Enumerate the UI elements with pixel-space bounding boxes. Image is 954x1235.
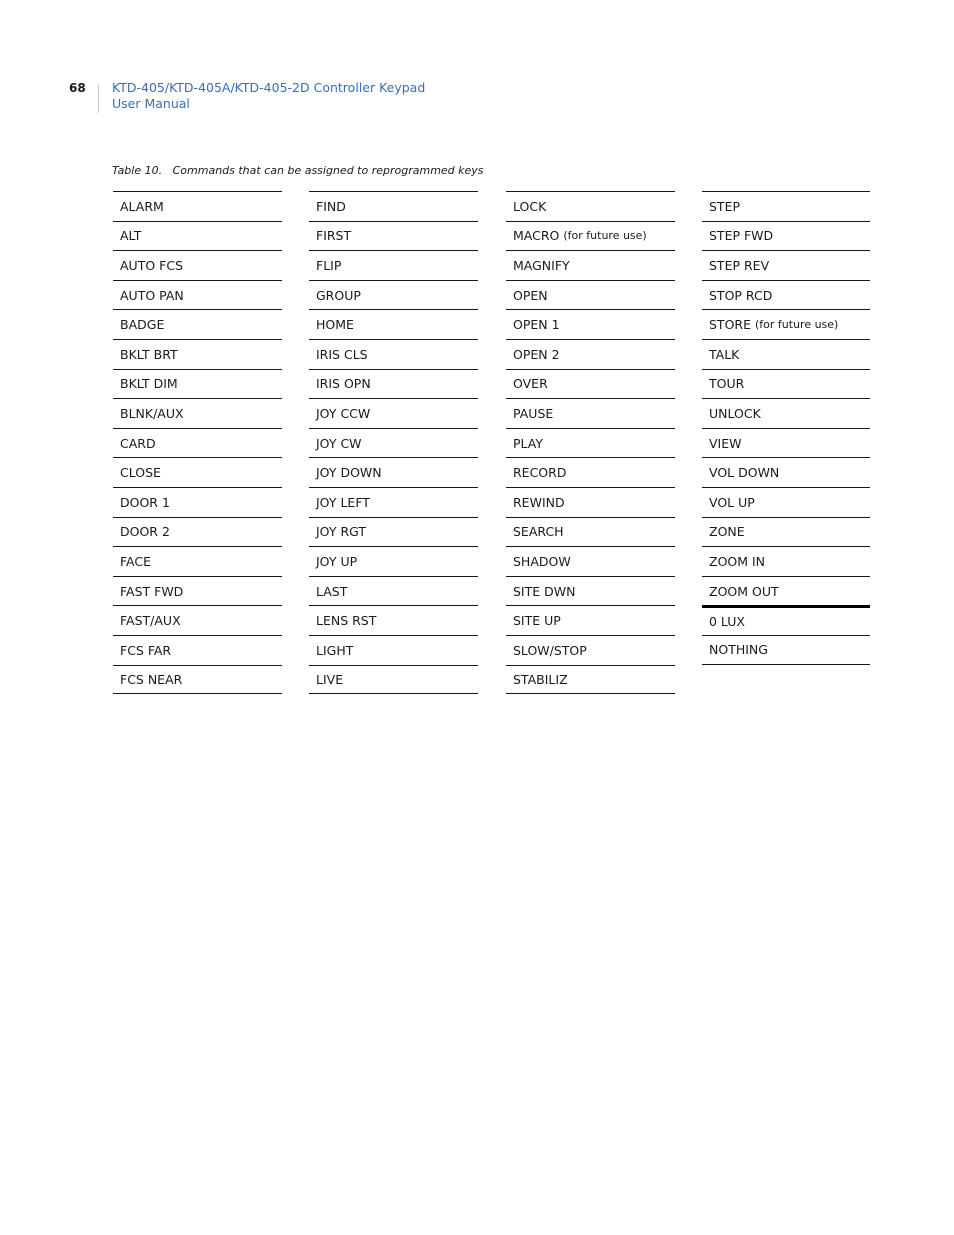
command-label: CLOSE: [120, 465, 161, 481]
command-label: JOY DOWN: [316, 465, 382, 481]
command-label: FACE: [120, 553, 151, 569]
command-cell: [506, 576, 675, 606]
command-cell: [506, 191, 675, 221]
command-label: PLAY: [513, 435, 544, 451]
command-cell: [113, 280, 282, 310]
command-cell: [702, 487, 870, 517]
document-title: [112, 80, 425, 112]
command-cell: [309, 221, 478, 251]
command-label: FIRST: [316, 228, 352, 244]
command-label: LOCK: [513, 198, 547, 214]
table-caption: [112, 164, 484, 177]
command-cell: [702, 605, 870, 635]
command-label: CARD: [120, 435, 156, 451]
command-cell: [702, 250, 870, 280]
command-cell: [113, 517, 282, 547]
command-label: BLNK/AUX: [120, 405, 184, 421]
command-label: AUTO FCS: [120, 257, 184, 273]
command-cell: [506, 665, 675, 695]
command-label: ALT: [120, 228, 142, 244]
command-cell: [506, 280, 675, 310]
command-cell: [113, 309, 282, 339]
command-cell: [113, 191, 282, 221]
command-cell: [309, 369, 478, 399]
command-label: OPEN: [513, 287, 548, 303]
command-label: VIEW: [709, 435, 742, 451]
command-label: TALK: [709, 346, 740, 362]
command-cell: [309, 635, 478, 665]
command-cell: [702, 339, 870, 369]
command-label: FAST FWD: [120, 583, 184, 599]
command-label: LIVE: [316, 671, 344, 687]
command-label: HOME: [316, 317, 354, 333]
command-cell: [702, 428, 870, 458]
command-column-3: [506, 191, 675, 694]
command-label: JOY LEFT: [316, 494, 370, 510]
command-cell: [309, 605, 478, 635]
command-label: FCS NEAR: [120, 671, 183, 687]
command-cell: [506, 487, 675, 517]
command-cell: [506, 221, 675, 251]
command-cell: [702, 221, 870, 251]
command-label: GROUP: [316, 287, 361, 303]
command-cell: [702, 517, 870, 547]
command-label: STEP FWD: [709, 228, 774, 244]
command-label: JOY UP: [316, 553, 358, 569]
command-label: UNLOCK: [709, 405, 761, 421]
command-label: MACRO: [513, 228, 560, 244]
command-note: (for future use): [755, 318, 839, 332]
command-label: LAST: [316, 583, 348, 599]
command-label: LIGHT: [316, 642, 354, 658]
command-column-4: [702, 191, 870, 665]
command-label: JOY CW: [316, 435, 362, 451]
command-label: BKLT DIM: [120, 376, 178, 392]
command-label: SITE DWN: [513, 583, 576, 599]
command-label: STOP RCD: [709, 287, 773, 303]
command-label: 0 LUX: [709, 614, 745, 630]
command-label: BADGE: [120, 317, 165, 333]
command-cell: [309, 339, 478, 369]
command-cell: [309, 576, 478, 606]
command-cell: [506, 428, 675, 458]
command-label: ZONE: [709, 524, 745, 540]
page-header: [0, 80, 954, 120]
command-cell: [702, 280, 870, 310]
command-cell: [113, 339, 282, 369]
command-cell: [113, 605, 282, 635]
command-column-2: [309, 191, 478, 694]
command-cell: [506, 250, 675, 280]
command-cell: [113, 369, 282, 399]
command-cell: [702, 191, 870, 221]
command-cell: [113, 576, 282, 606]
command-label: ZOOM OUT: [709, 583, 779, 599]
command-cell: [309, 309, 478, 339]
command-label: VOL UP: [709, 494, 755, 510]
command-label: FLIP: [316, 257, 342, 273]
command-label: STEP: [709, 198, 741, 214]
command-cell: [113, 635, 282, 665]
command-cell: [506, 517, 675, 547]
command-label: ZOOM IN: [709, 553, 766, 569]
command-cell: [702, 576, 870, 606]
command-cell: [309, 546, 478, 576]
command-label: FAST/AUX: [120, 613, 181, 629]
command-cell: [113, 487, 282, 517]
command-label: OVER: [513, 376, 548, 392]
command-cell: [702, 635, 870, 665]
command-cell: [506, 605, 675, 635]
document-title-line-2: User Manual: [112, 96, 190, 111]
command-label: ALARM: [120, 198, 164, 214]
command-label: STABILIZ: [513, 671, 568, 687]
command-label: OPEN 2: [513, 346, 560, 362]
table-caption-text: Commands that can be assigned to reprogrammed keys: [172, 164, 484, 177]
command-cell: [506, 339, 675, 369]
command-cell: [113, 546, 282, 576]
command-cell: [506, 635, 675, 665]
command-label: DOOR 1: [120, 494, 170, 510]
command-label: SEARCH: [513, 524, 564, 540]
command-cell: [309, 398, 478, 428]
command-label: IRIS CLS: [316, 346, 368, 362]
command-cell: [702, 398, 870, 428]
command-label: REWIND: [513, 494, 565, 510]
page-number: 68: [69, 81, 86, 95]
command-label: JOY CCW: [316, 405, 371, 421]
command-label: FCS FAR: [120, 642, 172, 658]
command-label: PAUSE: [513, 405, 554, 421]
command-cell: [506, 309, 675, 339]
command-cell: [309, 280, 478, 310]
command-cell: [309, 487, 478, 517]
command-label: IRIS OPN: [316, 376, 371, 392]
command-label: JOY RGT: [316, 524, 367, 540]
command-cell: [506, 457, 675, 487]
document-title-line-1: KTD-405/KTD-405A/KTD-405-2D Controller Keypad: [112, 80, 426, 95]
command-label: TOUR: [709, 376, 745, 392]
command-label: VOL DOWN: [709, 465, 780, 481]
command-cell: [113, 250, 282, 280]
command-cell: [309, 665, 478, 695]
command-cell: [506, 369, 675, 399]
command-label: STORE: [709, 317, 751, 333]
command-cell: [506, 546, 675, 576]
command-cell: [113, 665, 282, 695]
command-label: SLOW/STOP: [513, 642, 587, 658]
command-cell: [702, 546, 870, 576]
command-label: FIND: [316, 198, 346, 214]
command-label: DOOR 2: [120, 524, 170, 540]
command-cell: [113, 457, 282, 487]
command-cell: [309, 250, 478, 280]
command-column-1: [113, 191, 282, 694]
command-label: NOTHING: [709, 642, 768, 658]
command-cell: [702, 457, 870, 487]
command-cell: [113, 398, 282, 428]
command-note: (for future use): [563, 229, 647, 243]
command-label: SHADOW: [513, 553, 571, 569]
command-cell: [113, 221, 282, 251]
command-label: AUTO PAN: [120, 287, 184, 303]
command-cell: [506, 398, 675, 428]
command-label: BKLT BRT: [120, 346, 178, 362]
command-cell: [702, 369, 870, 399]
command-label: MAGNIFY: [513, 257, 570, 273]
table-caption-label: Table 10.: [112, 164, 163, 177]
command-cell: [309, 517, 478, 547]
command-cell: [702, 309, 870, 339]
header-divider: [98, 84, 99, 113]
command-cell: [309, 191, 478, 221]
command-cell: [309, 428, 478, 458]
command-label: RECORD: [513, 465, 567, 481]
command-cell: [309, 457, 478, 487]
command-label: STEP REV: [709, 257, 770, 273]
command-label: LENS RST: [316, 613, 377, 629]
command-label: OPEN 1: [513, 317, 560, 333]
command-label: SITE UP: [513, 613, 561, 629]
command-cell: [113, 428, 282, 458]
